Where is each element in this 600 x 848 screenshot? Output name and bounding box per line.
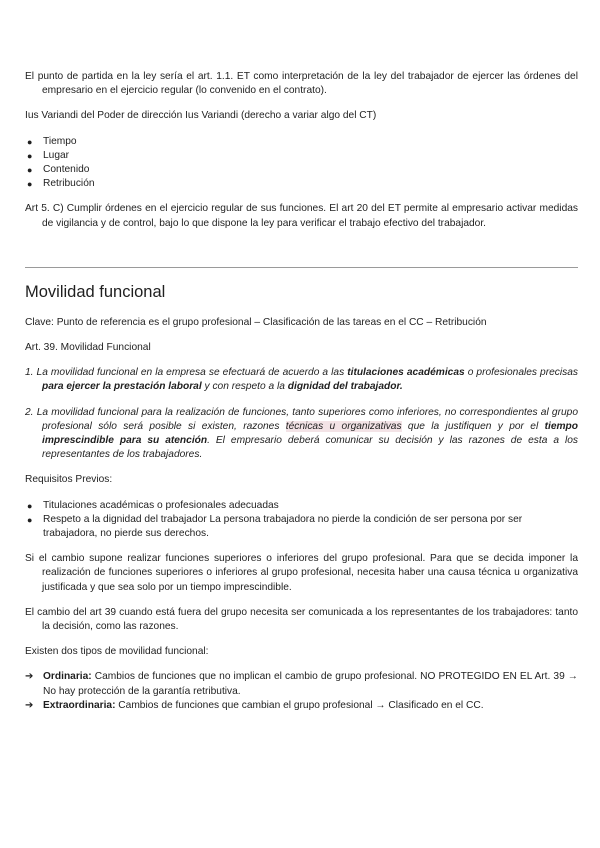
list-item: ● Contenido [25,163,578,177]
list-item: ➔ Ordinaria: Cambios de funciones que no implican el cambio de grupo profesional. NO PROTEGIDO EN EL Art. 39 → No hay protección de la garantía retributiva. [25,671,578,697]
arrow-right-icon: ➔ [25,699,34,711]
bullet-icon: ● [27,136,33,147]
art39-item-1: 1. La movilidad funcional en la empresa se efectuará de acuerdo a las titulaciones académicas o profesionales precisas para ejercer la prestación laboral y con respeto a la dignidad del trabajador. [25,367,578,393]
bullet-icon: ● [27,165,33,176]
section-divider [25,267,578,268]
requisitos-label: Requisitos Previos: [25,474,113,486]
bullet-icon: ● [27,150,33,161]
tipos-label: Existen dos tipos de movilidad funcional: [25,646,209,658]
intro-paragraph: El punto de partida en la ley sería el art. 1.1. ET como interpretación de la ley del trabajador de ejercer las órdenes del empresario en el ejercicio regular (lo convenido en el contrato). [25,71,578,97]
tipos-list [25,670,578,713]
ius-variandi-line: Ius Variandi del Poder de dirección Ius Variandi (derecho a variar algo del CT) [25,110,377,122]
list-item: ➔ Extraordinaria: Cambios de funciones que cambian el grupo profesional → Clasificado en el CC. [25,699,578,713]
ius-variandi-list [25,135,578,192]
bullet-icon: ● [27,179,33,190]
list-item: ● Respeto a la dignidad del trabajador La persona trabajadora no pierde la condición de ser persona por ser trabajadora, no pierde sus derechos. [27,513,523,540]
list-item: ● Titulaciones académicas o profesionales adecuadas [25,499,578,513]
arrow-right-icon: ➔ [25,671,34,683]
highlighted-text: técnicas u organizativas [285,420,402,432]
art39-heading: Art. 39. Movilidad Funcional [25,342,151,354]
bullet-icon: ● [27,500,33,511]
list-item: ● Lugar [25,149,578,163]
bullet-icon: ● [27,514,33,525]
list-item: ● Retribución [25,177,578,191]
cambio-paragraph: Si el cambio supone realizar funciones superiores o inferiores del grupo profesional. Para que se decida imponer la realización de funciones superiores o inferiores al grupo profesional, necesita haber una causa técnica u organizativa justificada y que sea solo por un tiempo imprescindible. [25,553,578,593]
section-title: Movilidad funcional [25,282,166,301]
art39-item-2: 2. La movilidad funcional para la realización de funciones, tanto superiores como inferiores, no correspondientes al grupo profesional sólo será posible si existen, razones técnicas u organizativas que la justifiquen y por el tiempo imprescindible para su atención. El empresario deberá comunicar su decisión y las razones de esta a los representantes de los trabajadores. [25,406,578,461]
document-page [25,70,578,713]
requisitos-list [25,499,578,542]
art39-comunicacion-paragraph: El cambio del art 39 cuando está fuera del grupo necesita ser comunicada a los representantes de los trabajadores: tanto la decisión, como las razones. [25,606,578,633]
clave-line: Clave: Punto de referencia es el grupo profesional – Clasificación de las tareas en el CC – Retribución [25,316,487,328]
list-item: ● Tiempo [25,135,578,149]
art5-paragraph: Art 5. C) Cumplir órdenes en el ejercicio regular de sus funciones. El art 20 del ET permite al empresario activar medidas de vigilancia y de control, bajo lo que dispone la ley para verificar el trabajo efectivo del trabajador. [25,203,578,229]
